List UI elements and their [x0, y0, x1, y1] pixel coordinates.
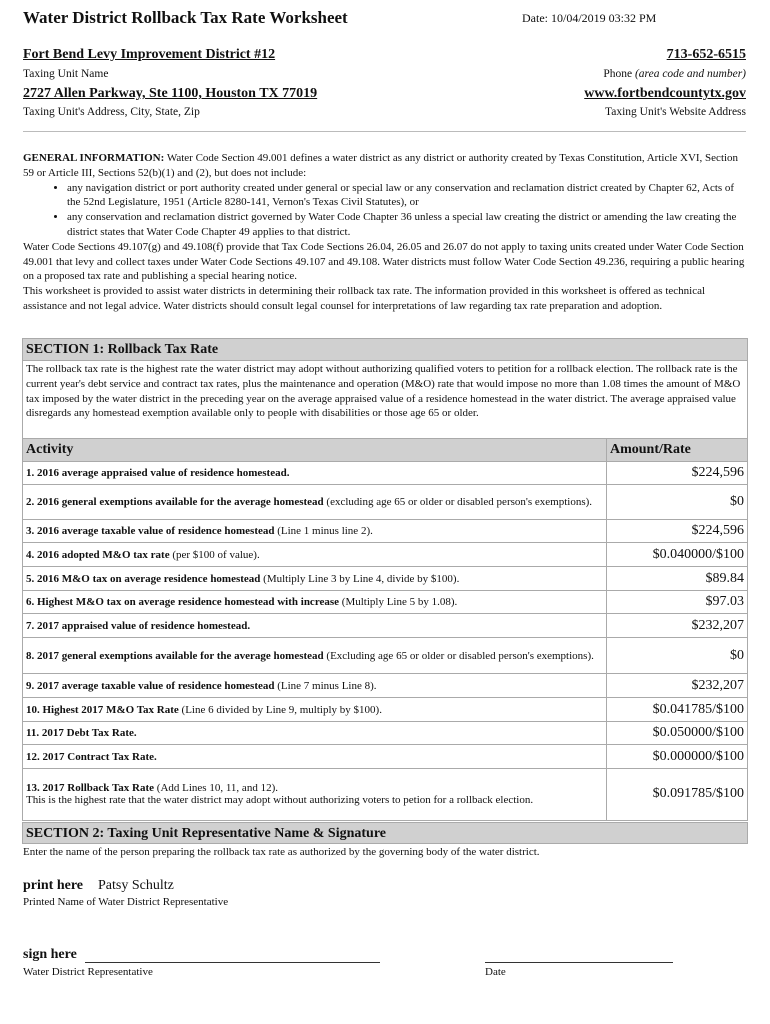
row-value: $232,207: [607, 614, 748, 638]
sign-here-label: sign here: [23, 947, 77, 962]
table-row: [23, 591, 747, 614]
table-row: [23, 462, 747, 485]
row-activity: [23, 745, 607, 769]
print-here-label: print here: [23, 878, 84, 893]
row-label: 2. 2016 general exemptions available for the average homestead: [26, 496, 324, 508]
taxing-unit-address-label: Taxing Unit's Address, City, State, Zip: [23, 106, 200, 118]
row-value: $97.03: [607, 591, 748, 614]
row-label: 11. 2017 Debt Tax Rate.: [26, 727, 137, 739]
row-label: 3. 2016 average taxable value of residence homestead: [26, 525, 275, 537]
row-activity: [23, 520, 607, 543]
row-value: $0.050000/$100: [607, 722, 748, 745]
row-value: $0.041785/$100: [607, 698, 748, 722]
header-divider: [23, 131, 746, 132]
row-label: 5. 2016 M&O tax on average residence homestead: [26, 572, 261, 585]
rollback-table: [23, 438, 747, 820]
row-extra-note: This is the highest rate that the water district may adopt without authorizing voters to petion for a rollback election.: [26, 794, 534, 807]
exclusion-list: [23, 181, 747, 240]
row-activity: [23, 614, 607, 638]
taxing-unit-phone-label: [603, 68, 746, 80]
row-label: 1. 2016 average appraised value of residence homestead.: [26, 467, 290, 479]
general-intro-text: Water Code Section 49.001 defines a water district as any district or authority created by Texas Constitution, Article XVI, Section 59 or Article III, Sections 52(b)(1) and (2), but does not include:: [23, 152, 739, 179]
row-value: $232,207: [607, 674, 748, 698]
section2-instruction: Enter the name of the person preparing the rollback tax rate as authorized by the governing body of the water district.: [23, 846, 540, 858]
row-activity: [23, 769, 607, 820]
row-activity: [23, 722, 607, 745]
phone-label-text: Phone: [603, 68, 635, 80]
table-row: [23, 722, 747, 745]
row-value: $0: [607, 485, 748, 520]
table-header-row: [23, 439, 747, 462]
signature-field[interactable]: [85, 947, 380, 963]
date-field[interactable]: [485, 949, 673, 963]
section1-body: [22, 360, 748, 821]
row-label: 9. 2017 average taxable value of residence homestead: [26, 679, 275, 692]
table-row: [23, 698, 747, 722]
printed-name-field[interactable]: Patsy Schultz: [98, 878, 174, 893]
row-note: (Line 1 minus line 2).: [274, 525, 373, 537]
row-label: 13. 2017 Rollback Tax Rate: [26, 782, 155, 795]
row-value: $224,596: [607, 462, 748, 485]
general-information: [23, 151, 747, 314]
row-label: 4. 2016 adopted M&O tax rate: [26, 548, 170, 561]
row-activity: [23, 698, 607, 722]
row-activity: [23, 567, 607, 591]
section1-heading: SECTION 1: Rollback Tax Rate: [22, 338, 748, 361]
col-amount: Amount/Rate: [607, 439, 748, 462]
table-row: [23, 520, 747, 543]
row-note: (per $100 of value).: [169, 548, 260, 561]
row-note: (Excluding age 65 or older or disabled person's exemptions).: [323, 649, 594, 662]
table-row: [23, 674, 747, 698]
row-label: 12. 2017 Contract Tax Rate.: [26, 750, 157, 763]
table-row: [23, 638, 747, 674]
row-value: $89.84: [607, 567, 748, 591]
worksheet-date: Date: 10/04/2019 03:32 PM: [522, 11, 657, 25]
row-note: (excluding age 65 or older or disabled person's exemptions).: [323, 496, 593, 508]
row-label: 8. 2017 general exemptions available for the average homestead: [26, 649, 324, 662]
table-row: [23, 485, 747, 520]
row-value: $0.091785/$100: [607, 769, 748, 820]
date-caption: Date: [485, 966, 506, 978]
row-note: (Multiply Line 5 by 1.08).: [339, 596, 458, 608]
row-activity: [23, 462, 607, 485]
row-note: (Multiply Line 3 by Line 4, divide by $100).: [260, 572, 460, 585]
row-activity: [23, 674, 607, 698]
general-para-2: Water Code Sections 49.107(g) and 49.108(f) provide that Tax Code Sections 26.04, 26.05 and 26.07 do not apply to taxing units created under Water Code Section 49.001 that levy and collect taxes under Water Code Sections 49.107 and 49.108. Water districts must follow Water Code Section 49.236, requiring a public hearing on a proposed tax rate and publishing a special hearing notice.: [23, 240, 745, 283]
section1-text: The rollback tax rate is the highest rate the water district may adopt without authorizing qualified voters to petition for a rollback election. The rollback rate is the current year's debt service and contract tax rates, plus the maintenance and operation (M&O) rate that would impose no more than 1.08 times the amount of M&O tax imposed by the water district in the preceding year on the average appraised value of a residence homestead in the water district. The average appraised value disregards any homestead exemption available only to people with disabilities or those age 65 or older.: [26, 363, 741, 420]
row-label: 7. 2017 appraised value of residence homestead.: [26, 619, 251, 632]
general-intro: [23, 151, 747, 181]
row-activity: [23, 638, 607, 674]
taxing-unit-name-label: Taxing Unit Name: [23, 68, 109, 80]
row-note: (Line 7 minus Line 8).: [274, 679, 377, 692]
taxing-unit-address: 2727 Allen Parkway, Ste 1100, Houston TX 77019: [23, 86, 318, 101]
taxing-unit-name: Fort Bend Levy Improvement District #12: [23, 47, 276, 62]
exclusion-item: • any conservation and reclamation district governed by Water Code Chapter 36 unless a special law creating the district or amending the law creating the district states that Water Code Chapter 49 applies to that district.: [67, 210, 747, 240]
table-row: [23, 769, 747, 820]
row-label: 6. Highest M&O tax on average residence homestead with increase: [26, 596, 340, 608]
signature-caption: Water District Representative: [23, 966, 153, 978]
worksheet-title: Water District Rollback Tax Rate Worksheet: [23, 8, 348, 27]
table-row: [23, 567, 747, 591]
row-note: (Line 6 divided by Line 9, multiply by $100).: [178, 703, 382, 716]
row-activity: [23, 485, 607, 520]
row-value: $0.000000/$100: [607, 745, 748, 769]
row-value: $0.040000/$100: [607, 543, 748, 567]
phone-label-hint: (area code and number): [634, 68, 746, 80]
row-activity: [23, 543, 607, 567]
taxing-unit-website: www.fortbendcountytx.gov: [584, 86, 746, 101]
taxing-unit-website-label: Taxing Unit's Website Address: [605, 106, 746, 118]
table-row: [23, 614, 747, 638]
taxing-unit-phone: 713-652-6515: [666, 47, 746, 62]
table-row: [23, 745, 747, 769]
printed-name-caption: Printed Name of Water District Representative: [23, 896, 229, 908]
row-label: 10. Highest 2017 M&O Tax Rate: [26, 703, 179, 716]
general-para-3: This worksheet is provided to assist water districts in determining their rollback tax rate. The information provided in this worksheet is offered as technical assistance and not legal advice. Water districts should consult legal counsel for interpretations of law regarding tax rate preparation and adoption.: [23, 285, 706, 312]
row-value: $224,596: [607, 520, 748, 543]
general-lead: GENERAL INFORMATION:: [23, 152, 165, 164]
exclusion-item: • any navigation district or port authority created under general or special law or any conservation and reclamation district created by Chapter 62, Acts of the 52nd Legislature, 1951 (Article 8280-141, Vernon's Texas Civil Statutes), or: [67, 181, 747, 211]
table-row: [23, 543, 747, 567]
row-note: (Add Lines 10, 11, and 12).: [154, 782, 278, 795]
row-activity: [23, 591, 607, 614]
col-activity: Activity: [23, 439, 607, 462]
row-value: $0: [607, 638, 748, 674]
section2-heading: SECTION 2: Taxing Unit Representative Name & Signature: [22, 822, 748, 844]
